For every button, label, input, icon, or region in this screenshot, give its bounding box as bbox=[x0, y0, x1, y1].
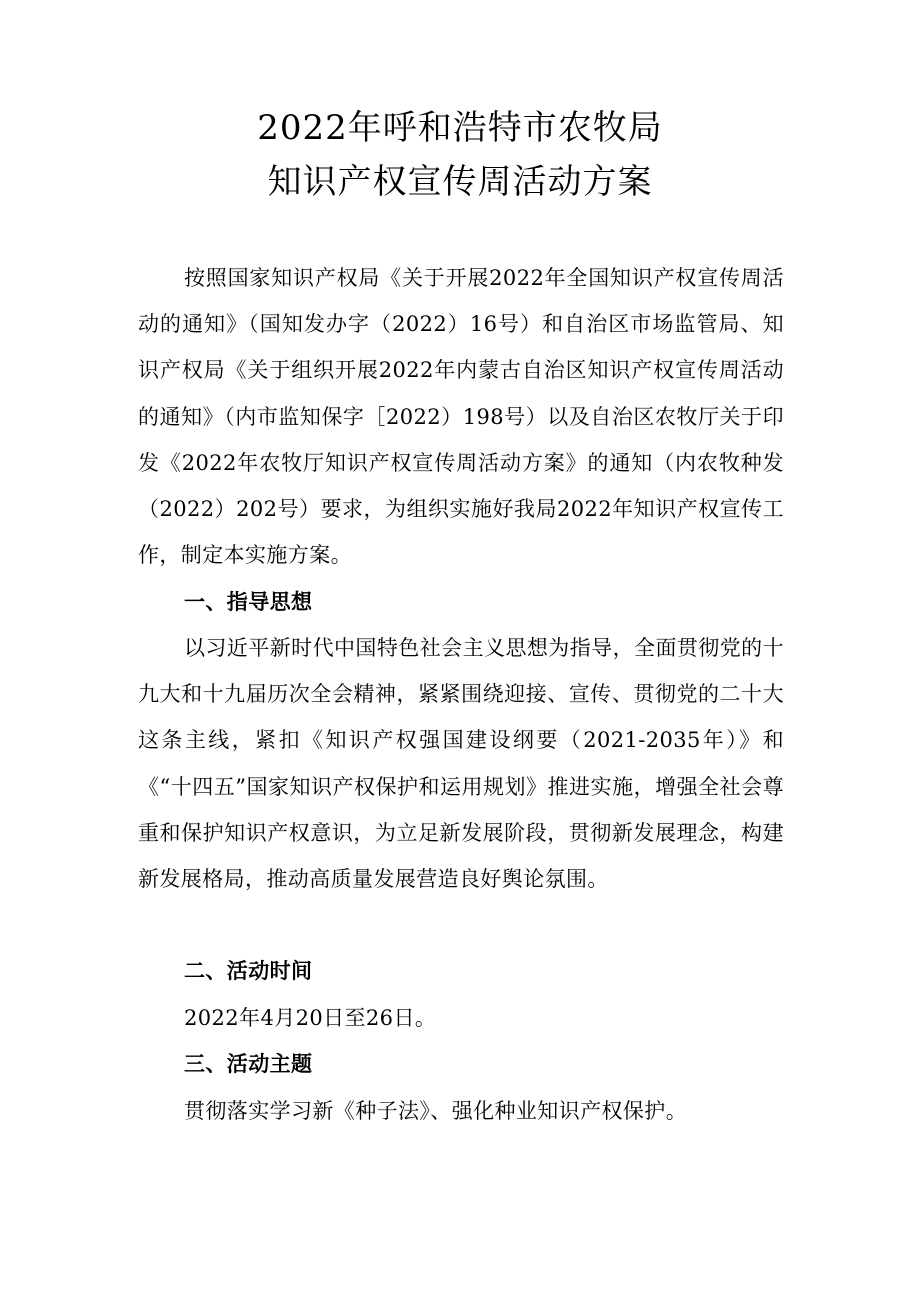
section-content-guiding-ideology: 以习近平新时代中国特色社会主义思想为指导，全面贯彻党的十九大和十九届历次全会精神，紧紧围绕迎接、宣传、贯彻党的二十大这条主线，紧扣《知识产权强国建设纲要（2021-2035年）》和《“十四五”国家知识产权保护和运用规划》推进实施，增强全社会尊重和保护知识产权意识，为立足新发展阶段，贯彻新发展理念，构建新发展格局，推动高质量发展营造良好舆论氛围。 bbox=[138, 636, 784, 892]
section-content-activity-theme: 贯彻落实学习新《种子法》、强化种业知识产权保护。 bbox=[184, 1099, 688, 1123]
section-heading-activity-theme: 三、活动主题 bbox=[184, 1052, 313, 1076]
section-content-activity-time: 2022年4月20日至26日。 bbox=[184, 1006, 437, 1030]
section-heading-guiding-ideology: 一、指导思想 bbox=[184, 590, 313, 614]
document-title-line-1: 2022年呼和浩特市农牧局 bbox=[257, 108, 663, 148]
document-title-line-2: 知识产权宣传周活动方案 bbox=[267, 162, 653, 202]
intro-paragraph: 按照国家知识产权局《关于开展2022年全国知识产权宣传周活动的通知》（国知发办字（2022）16号）和自治区市场监管局、知识产权局《关于组织开展2022年内蒙古自治区知识产权宣传周活动的通知》（内市监知保字［2022）198号）以及自治区农牧厅关于印发《2022年农牧厅知识产权宣传周活动方案》的通知（内农牧种发（2022）202号）要求，为组织实施好我局2022年知识产权宣传工作，制定本实施方案。 bbox=[138, 266, 784, 568]
section-heading-activity-time: 二、活动时间 bbox=[184, 959, 313, 983]
